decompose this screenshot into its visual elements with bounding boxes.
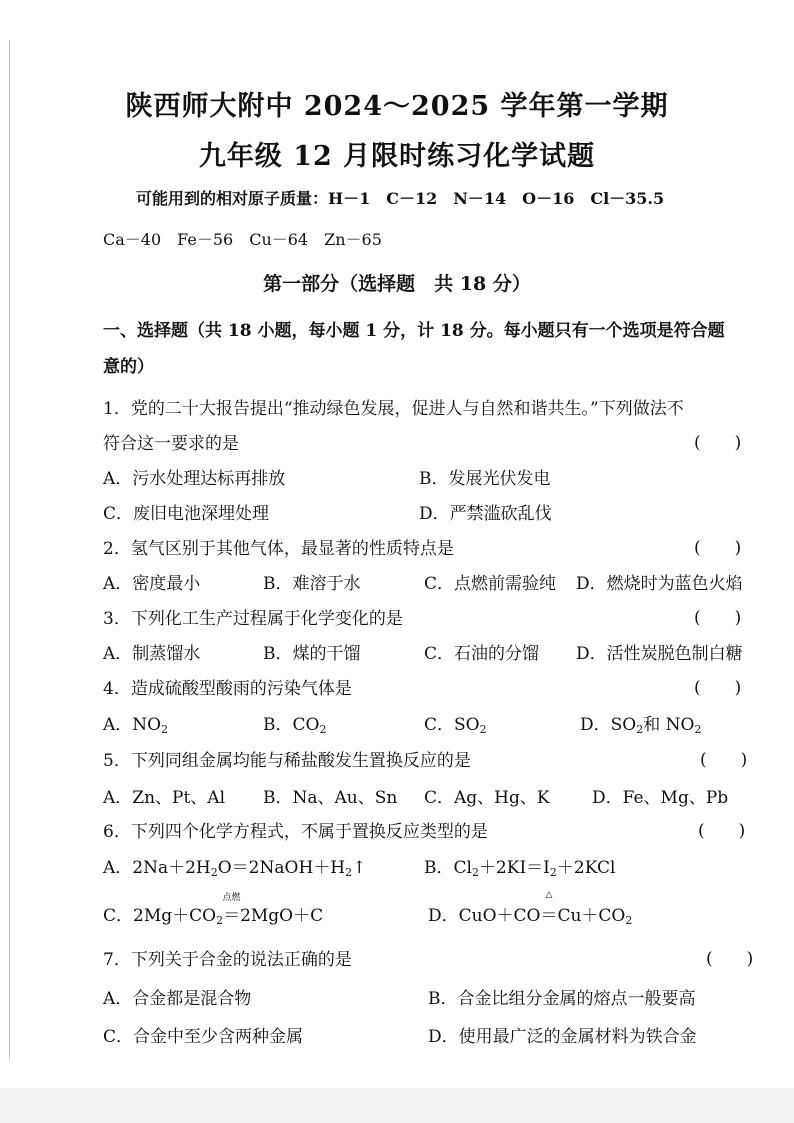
exam-title: 陕西师大附中 2024～2025 学年第一学期: [125, 91, 669, 122]
scan-bottom-shadow: [0, 1088, 794, 1123]
q4-stem: 4．造成硫酸型酸雨的污染气体是: [103, 679, 352, 699]
atomic-mass-line2: Ca－40 Fe－56 Cu－64 Zn－65: [103, 230, 382, 249]
q2-stem: 2．氢气区别于其他气体，最显著的性质特点是: [103, 539, 454, 559]
q5-option-b: B．Na、Au、Sn: [263, 788, 398, 808]
q3-option-a: A．制蒸馏水: [103, 644, 201, 664]
q2-option-a: A．密度最小: [103, 574, 201, 594]
q7-option-d: D．使用最广泛的金属材料为铁合金: [428, 1027, 697, 1047]
q1-option-d: D．严禁滥砍乱伐: [419, 504, 552, 524]
q2-option-d: D．燃烧时为蓝色火焰: [576, 574, 743, 594]
q6-answer-paren: ( ): [698, 821, 746, 841]
q6-option-d: D．CuO＋CO △ $=Cu+CO_2$: [428, 890, 633, 927]
q4-answer-paren: ( ): [694, 678, 742, 698]
section-instruction-line2: 意的）: [103, 357, 154, 377]
q3-stem: 3．下列化工生产过程属于化学变化的是: [103, 609, 403, 629]
q6-d-reaction-condition: △ ＝: [540, 890, 558, 926]
q4-option-b: B．$CO_2$: [263, 715, 327, 736]
q7-stem: 7．下列关于合金的说法正确的是: [103, 950, 352, 970]
q1-option-a: A．污水处理达标再排放: [103, 469, 286, 489]
q5-stem: 5．下列同组金属均能与稀盐酸发生置换反应的是: [103, 751, 471, 771]
q2-answer-paren: ( ): [694, 538, 742, 558]
q4-option-a: A．$NO_2$: [103, 715, 169, 736]
q6-option-b: B．$Cl_2+2KI=I_2+2KCl$: [424, 858, 616, 879]
q1-option-b: B．发展光伏发电: [419, 469, 551, 489]
q6-c-reaction-condition: 点燃 ＝: [222, 893, 241, 926]
q1-stem-line2: 符合这一要求的是: [103, 434, 239, 454]
section-heading: 第一部分（选择题 共 18 分）: [263, 273, 531, 295]
atomic-mass-line1: 可能用到的相对原子质量：H－1 C－12 N－14 O－16 Cl－35.5: [136, 189, 665, 208]
q7-option-a: A．合金都是混合物: [103, 989, 252, 1009]
q7-option-b: B．合金比组分金属的熔点一般要高: [428, 989, 696, 1009]
q3-option-b: B．煤的干馏: [263, 644, 361, 664]
q3-option-c: C．石油的分馏: [424, 644, 540, 664]
q7-answer-paren: ( ): [706, 949, 754, 969]
q5-option-d: D．Fe、Mg、Pb: [592, 788, 729, 808]
q1-stem-line1: 1．党的二十大报告提出“推动绿色发展，促进人与自然和谐共生。”下列做法不: [103, 399, 684, 419]
q3-option-d: D．活性炭脱色制白糖: [576, 644, 743, 664]
q6-option-c: C．$2Mg+CO_2$ 点燃 ＝2MgO＋C: [103, 893, 324, 927]
q2-option-c: C．点燃前需验纯: [424, 574, 557, 594]
q2-option-b: B．难溶于水: [263, 574, 361, 594]
q7-option-c: C．合金中至少含两种金属: [103, 1027, 304, 1047]
scan-edge-line: [9, 40, 10, 1060]
q5-answer-paren: ( ): [700, 750, 748, 770]
section-instruction-line1: 一、选择题（共 18 小题，每小题 1 分，计 18 分。每小题只有一个选项是符合题: [103, 321, 725, 341]
q5-option-c: C．Ag、Hg、K: [424, 788, 550, 808]
exam-subtitle: 九年级 12 月限时练习化学试题: [198, 141, 596, 172]
q5-option-a: A．Zn、Pt、Al: [103, 788, 226, 808]
q1-answer-paren: ( ): [694, 433, 742, 453]
q3-answer-paren: ( ): [694, 608, 742, 628]
q4-option-d: D．$SO_2$和 $NO_2$: [580, 715, 702, 736]
q1-option-c: C．废旧电池深埋处理: [103, 504, 270, 524]
q4-option-c: C．$SO_2$: [424, 715, 487, 736]
q6-option-a: A．$2Na+2H_2O=2NaOH+H_2↑$: [103, 858, 367, 879]
q6-stem: 6．下列四个化学方程式，不属于置换反应类型的是: [103, 822, 488, 842]
